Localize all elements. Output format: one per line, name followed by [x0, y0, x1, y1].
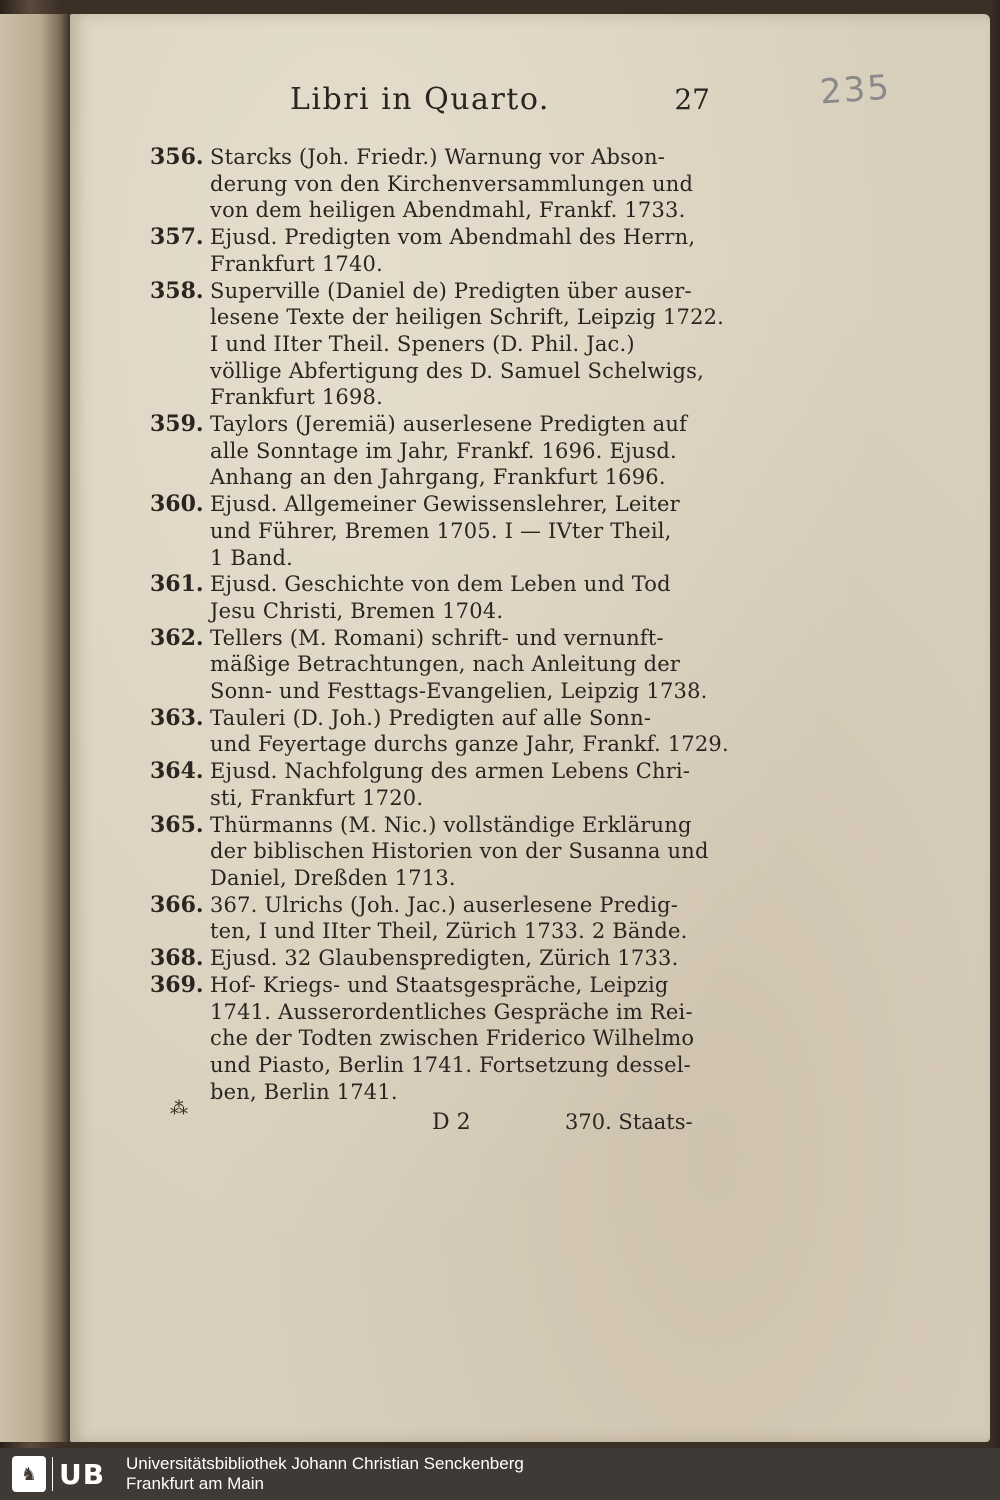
entry-line: 1 Band.: [210, 545, 294, 570]
entry-line: ten, I und IIter Theil, Zürich 1733. 2 Bände.: [210, 919, 688, 944]
signature-mark: D 2: [432, 1110, 471, 1135]
catalog-entry: [150, 411, 710, 491]
entry-line: und Führer, Bremen 1705. I — IVter Theil,: [210, 518, 672, 543]
entry-line: Ejusd. Predigten vom Abendmahl des Herrn,: [210, 225, 696, 250]
entry-line: Sonn- und Festtags-Evangelien, Leipzig 1738.: [210, 679, 708, 704]
entry-number: 363.: [150, 704, 204, 731]
catalog-entry: [150, 625, 710, 705]
entry-line: von dem heiligen Abendmahl, Frankf. 1733.: [210, 198, 686, 223]
entry-line: Tauleri (D. Joh.) Predigten auf alle Sonn-: [210, 705, 652, 730]
entry-line: 367. Ulrichs (Joh. Jac.) auserlesene Predig-: [210, 892, 679, 917]
pencil-annotation: 235: [818, 67, 893, 113]
entry-line: Ejusd. 32 Glaubenspredigten, Zürich 1733.: [210, 946, 679, 971]
institution-line-2: Frankfurt am Main: [126, 1474, 264, 1493]
entry-number: 356.: [150, 144, 204, 170]
entry-text: [210, 224, 710, 277]
entry-text: [210, 945, 710, 972]
library-footer-bar: [0, 1448, 1000, 1500]
catalog-entry: [150, 892, 710, 945]
entry-line: Frankfurt 1740.: [210, 251, 383, 276]
logo-divider: [52, 1457, 53, 1491]
entry-line: Thürmanns (M. Nic.) vollständige Erklärung: [210, 812, 692, 837]
ub-logo[interactable]: [12, 1454, 112, 1494]
catchword: 370. Staats-: [565, 1110, 693, 1134]
running-title: Libri in Quarto.: [290, 82, 550, 117]
entry-text: [210, 491, 710, 571]
entry-text: [210, 812, 710, 892]
catalog-entries: [150, 144, 729, 1105]
entry-number: 361.: [150, 571, 204, 598]
institution-name: [126, 1454, 524, 1494]
entry-line: Superville (Daniel de) Predigten über auser-: [210, 278, 692, 303]
catalog-entry: [150, 704, 729, 758]
entry-number: 364.: [150, 758, 204, 785]
page-number: 27: [674, 83, 710, 116]
entry-number: 359.: [150, 411, 204, 438]
catalog-entry: [150, 571, 710, 624]
entry-line: 1741. Ausserordentliches Gespräche im Rei-: [210, 999, 693, 1024]
entry-text: [210, 411, 710, 491]
entry-text: [210, 758, 710, 811]
entry-line: Ejusd. Allgemeiner Gewissenslehrer, Leiter: [210, 492, 680, 517]
catalog-entry: [150, 812, 710, 892]
catalog-entry: [150, 144, 710, 224]
entry-line: und Piasto, Berlin 1741. Fortsetzung dessel-: [210, 1052, 691, 1077]
entry-text: [210, 705, 729, 758]
entry-line: Daniel, Dreßden 1713.: [210, 865, 456, 890]
seal-icon: ♞: [12, 1456, 46, 1492]
entry-text: [210, 972, 710, 1106]
entry-line: lesene Texte der heiligen Schrift, Leipzig 1722.: [210, 305, 725, 330]
running-head: [290, 82, 710, 117]
entry-number: 357.: [150, 224, 204, 251]
institution-line-1: Universitätsbibliothek Johann Christian Senckenberg: [126, 1454, 524, 1473]
entry-line: Ejusd. Geschichte von dem Leben und Tod: [210, 572, 671, 597]
entry-line: Hof- Kriegs- und Staatsgespräche, Leipzig: [210, 972, 669, 997]
entry-line: Starcks (Joh. Friedr.) Warnung vor Abson-: [210, 145, 666, 169]
entry-text: [210, 625, 710, 705]
entry-text: [210, 144, 710, 224]
entry-line: sti, Frankfurt 1720.: [210, 785, 424, 810]
page-footer: [170, 1098, 710, 1140]
entry-line: Jesu Christi, Bremen 1704.: [210, 598, 504, 623]
ink-blot-icon: ⁂: [170, 1098, 188, 1119]
entry-text: [210, 892, 710, 945]
entry-line: I und IIter Theil. Speners (D. Phil. Jac.): [210, 331, 635, 356]
entry-line: mäßige Betrachtungen, nach Anleitung der: [210, 652, 681, 677]
catalog-entry: [150, 224, 710, 277]
entry-number: 358.: [150, 277, 204, 304]
catalog-entry: [150, 972, 710, 1106]
entry-line: völlige Abfertigung des D. Samuel Schelwigs,: [210, 358, 704, 383]
catalog-entry: [150, 491, 710, 571]
entry-line: Frankfurt 1698.: [210, 385, 383, 410]
entry-number: 368.: [150, 945, 204, 972]
entry-line: Anhang an den Jahrgang, Frankfurt 1696.: [210, 465, 666, 490]
entry-line: Ejusd. Nachfolgung des armen Lebens Chri-: [210, 759, 691, 784]
catalog-entry: [150, 758, 710, 811]
entry-text: [210, 278, 724, 412]
entry-number: 369.: [150, 971, 204, 998]
entry-number: 366.: [150, 891, 204, 918]
entry-number: 362.: [150, 624, 204, 651]
logo-text: UB: [59, 1457, 106, 1491]
entry-text: [210, 571, 710, 624]
entry-line: ben, Berlin 1741.: [210, 1079, 398, 1104]
entry-line: che der Todten zwischen Friderico Wilhelmo: [210, 1026, 695, 1051]
entry-line: derung von den Kirchenversammlungen und: [210, 171, 694, 196]
catalog-entry: [150, 945, 710, 972]
catalog-entry: [150, 277, 725, 412]
entry-number: 365.: [150, 811, 204, 838]
entry-line: alle Sonntage im Jahr, Frankf. 1696. Ejusd.: [210, 438, 677, 463]
entry-line: und Feyertage durchs ganze Jahr, Frankf. 1729.: [210, 732, 729, 757]
entry-line: Taylors (Jeremiä) auserlesene Predigten auf: [210, 412, 688, 437]
entry-line: Tellers (M. Romani) schrift- und vernunft-: [210, 625, 664, 650]
entry-number: 360.: [150, 491, 204, 518]
book-gutter: [0, 14, 70, 1442]
entry-line: der biblischen Historien von der Susanna und: [210, 839, 709, 864]
